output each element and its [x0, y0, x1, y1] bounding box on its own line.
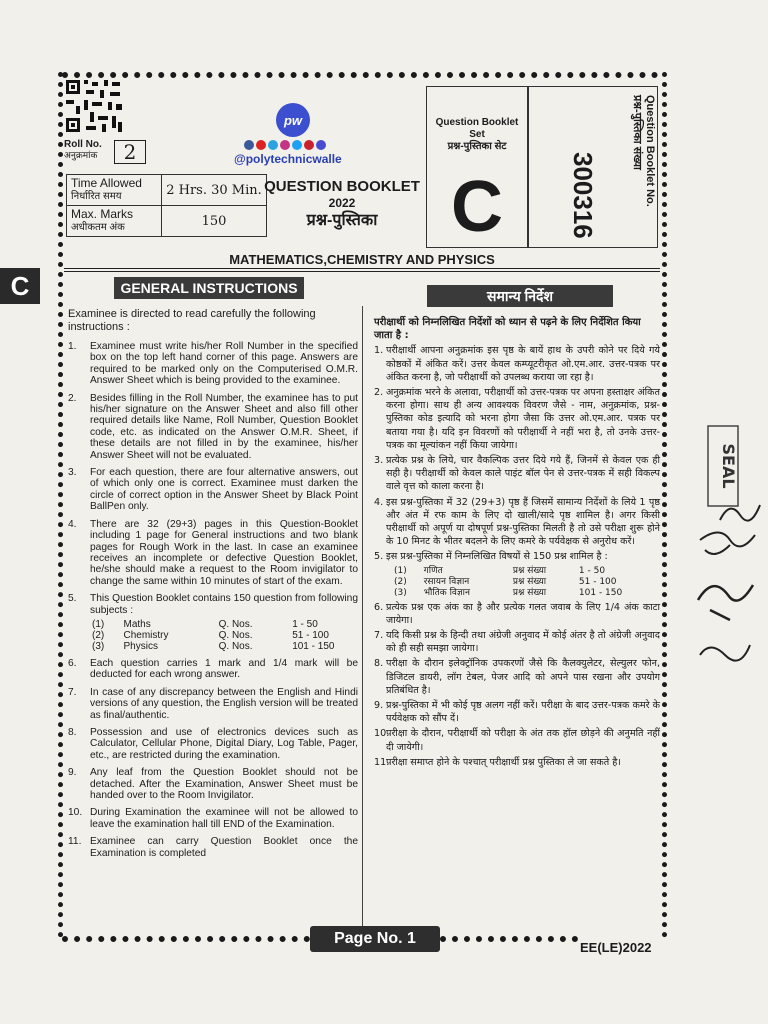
search-icon [316, 140, 326, 150]
english-instructions [68, 308, 358, 865]
english-subject-table [90, 619, 380, 652]
list-item: 3. प्रत्येक प्रश्न के लिये, चार वैकल्पिक उत्तर दिये गये हैं, जिनमें से केवल एक ही सही है। परीक्षार्थी को केवल काले पाइंट बॉल पेन से उत्तर-पत्रक में सही विकल्प वाले वृत्त को काला करना है। [374, 455, 660, 493]
list-item: 11. Examinee can carry Question Booklet once the Examination is completed [68, 836, 358, 859]
facebook-icon [244, 140, 254, 150]
list-item: 2. अनुक्रमांक भरने के अलावा, परीक्षार्थी को उत्तर-पत्रक पर अपना हस्ताक्षर अंकित करना होगा। साथ ही अन्य आवश्यक विवरण जैसे - नाम, अनुक्रमांक, प्रश्न-पुस्तिका कोड इत्यादि को भरना होगा जैसा कि उत्तर ओ.एम.आर. पत्रक पर बताया गया है। यदि इन विवरणों को परीक्षार्थी ने नहीं भरा है, तो उनके उत्तर-पत्रक का मूल्यांकन नहीं किया जायेगा। [374, 387, 660, 451]
list-item: 10. During Examination the examinee will not be allowed to leave the examination hall till END of the Examination. [68, 807, 358, 830]
dotted-border-left [58, 72, 63, 938]
social-icons [244, 140, 326, 150]
dotted-border-right [662, 72, 667, 938]
dotted-border-bottom-left [62, 936, 310, 942]
english-intro: Examinee is directed to read carefully the following instructions : [68, 308, 316, 333]
list-item: 7. In case of any discrepancy between the English and Hindi versions of any question, the English version will be treated as final/authentic. [68, 686, 358, 721]
page-number-badge: Page No. 1 [310, 926, 440, 952]
list-item: 7. यदि किसी प्रश्न के हिन्दी तथा अंग्रेजी अनुवाद में कोई अंतर है तो अंग्रेजी अनुवाद को ही सही समझा जायेगा। [374, 630, 660, 655]
general-instructions-heading: GENERAL INSTRUCTIONS [114, 277, 304, 299]
youtube-icon [256, 140, 266, 150]
list-item: 9. Any leaf from the Question Booklet should not be detached. After the Examination, Answer Sheet must be handed over to the Room Invigilator. [68, 767, 358, 801]
dotted-border-bottom-right [440, 936, 578, 942]
table-row: (1) Maths Q. Nos. 1 - 50 [92, 618, 318, 630]
instagram-icon [280, 140, 290, 150]
signature-icon [690, 520, 760, 670]
seal-stamp-text: SEAL [719, 443, 738, 489]
list-item: 1. परीक्षार्थी आपना अनुक्रमांक इस पृष्ठ के बायें हाथ के उपरी कोने पर दिये गये कोष्ठकों में अंकित करें। उत्तर केवल कम्प्यूटरीकृत ओ.एम.आर. उत्तर-पत्रक पर अंकित करना है, जो परीक्षार्थी को उपलब्ध कराया जा रहा है। [374, 345, 660, 383]
list-item: 5. इस प्रश्न-पुस्तिका में निम्नलिखित विषयों से 150 प्रश्न शामिल है : [374, 551, 608, 563]
list-item: 3. For each question, there are four alternative answers, out of which only one is correct. Examinee must darken the circle of correct option in the Answer Sheet by Black Point BallPen only. [68, 467, 358, 513]
brand-handle: @polytechnicwalle [234, 152, 342, 166]
max-marks-value: 150 [162, 206, 267, 237]
list-item: 10. परीक्षा के दौरान, परीक्षार्थी को परीक्षा के अंत तक हॉल छोड़ने की अनुमति नहीं दी जायेगी। [374, 728, 660, 753]
roll-number-box[interactable]: 2 [114, 140, 146, 164]
time-allowed-value: 2 Hrs. 30 Min. [162, 175, 267, 206]
list-item: 9. प्रश्न-पुस्तिका में भी कोई पृष्ठ अलग नहीं करें। परीक्षा के बाद उत्तर-पत्रक कमरे के पर्यवेक्षक को सौंप दें। [374, 700, 660, 725]
list-item: 6. Each question carries 1 mark and 1/4 mark will be deducted for each wrong answer. [68, 657, 358, 681]
hindi-instructions [374, 316, 660, 771]
dotted-border-top [62, 72, 658, 78]
booklet-number-value: 300316 [568, 152, 598, 239]
twitter-icon [292, 140, 302, 150]
time-allowed-row: Time Allowed निर्धारित समय 2 Hrs. 30 Min. [67, 175, 267, 206]
list-item: 4. There are 32 (29+3) pages in this Question-Booklet including 1 page for General instructions and two blank pages for Rough Work in the last. In case an examinee receives an incomplete or defective Question Booklet, he/she should make a request to the Room invigilator to change the same within 10 minutes of start of the exam. [68, 518, 358, 587]
table-row: (1) गणित प्रश्न संख्या 1 - 50 [394, 565, 606, 576]
hindi-instructions-heading: समान्य निर्देश [427, 285, 613, 307]
booklet-title: QUESTION BOOKLET 2022 प्रश्न-पुस्तिका [264, 178, 420, 229]
booklet-number-label: Question Booklet No. प्रश्न-पुस्तिका संख्या [631, 95, 656, 207]
subjects-title: MATHEMATICS,CHEMISTRY AND PHYSICS [229, 252, 495, 267]
table-row: (2) रसायन विज्ञान प्रश्न संख्या 51 - 100 [394, 576, 617, 587]
table-row: (3) भौतिक विज्ञान प्रश्न संख्या 101 - 150 [394, 587, 623, 598]
qr-code-icon [64, 78, 126, 134]
telegram-icon [268, 140, 278, 150]
max-marks-row: Max. Marks अधीकतम अंक 150 [67, 206, 267, 237]
list-item: 5. This Question Booklet contains 150 question from following subjects : [68, 593, 358, 616]
list-item: 6. प्रत्येक प्रश्न एक अंक का है और प्रत्येक गलत जवाब के लिए 1/4 अंक काटा जायेगा। [374, 601, 660, 626]
list-item: 1. Examinee must write his/her Roll Number in the specified box on the top left hand corner of this page. Answers are required to be marked only on the Computerised O.M.R. Answer Sheet which is being provided to the examinee. [68, 341, 358, 387]
hindi-intro: परीक्षार्थी को निम्नलिखित निर्देशों को ध्यान से पढ़ने के लिए निर्देशित किया जाता है : [374, 317, 641, 342]
booklet-set-box: Question Booklet Set प्रश्न-पुस्तिका सेट C [426, 86, 528, 248]
hindi-subject-table [392, 566, 661, 599]
header-divider [64, 268, 660, 272]
exam-info-table [66, 174, 267, 237]
list-item: 8. परीक्षा के दौरान इलेक्ट्रॉनिक उपकरणों जैसे कि कैलक्युलेटर, सेल्युलर फोन, डिजिटल डायरी, लॉग टेबल, पेजर आदि को अपने पास रखना और उपयोग प्रतिबंधित है। [374, 658, 660, 696]
table-row: (3) Physics Q. Nos. 101 - 150 [92, 640, 335, 652]
exam-code: EE(LE)2022 [580, 940, 652, 955]
seal-stamp-icon [700, 420, 768, 530]
table-row: (2) Chemistry Q. Nos. 51 - 100 [92, 629, 329, 641]
list-item: 4. इस प्रश्न-पुस्तिका में 32 (29+3) पृष्ठ हैं जिसमें सामान्य निर्देशों के लिये 1 पृष्ठ और अंत में रफ काम के लिए दो खाली/सादे पृष्ठ शामिल है। अगर किसी परीक्षार्थी को अपूर्ण या दोषपूर्ण प्रश्न-पुस्तिका मिलती है तो उसे परीक्षा शुरू होने के 10 मिनट के भीतर बदलने के लिए कमरे के पर्यवेक्षक से अनुरोध करें। [374, 496, 660, 548]
list-item: 8. Possession and use of electronics devices such as Calculator, Cellular Phone, Digital Diary, Log Table, Pager, etc., are restricted during the examination. [68, 726, 358, 761]
list-item: 2. Besides filling in the Roll Number, the examinee has to put his/her signature on the Answer Sheet and also fill other required details like Name, Roll Number, Question Booklet code, etc. as indicated on the Answer O.M.R. Sheet, if these details are not filled in by the examinee, his/her Answer Sheet will not be evaluated. [68, 392, 358, 461]
column-divider [362, 306, 363, 926]
pw-logo: pw [276, 103, 310, 137]
booklet-set-letter: C [451, 167, 503, 247]
set-tab-letter: C [0, 268, 40, 304]
list-item: 11. परीक्षा समाप्त होने के पश्चात् परीक्षार्थी प्रश्न पुस्तिका ले जा सकते है। [374, 756, 621, 768]
pinterest-icon [304, 140, 314, 150]
roll-number-label: Roll No. अनुक्रमांक [64, 139, 102, 160]
